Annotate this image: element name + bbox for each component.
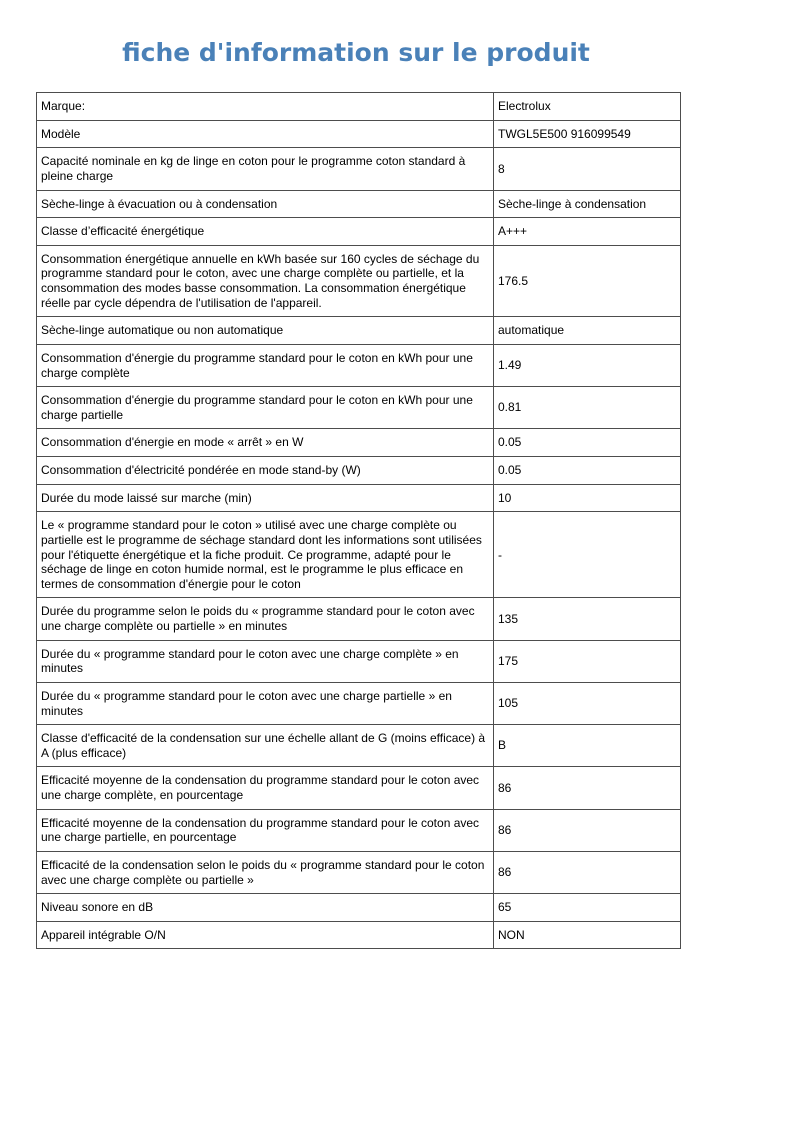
spec-label: Classe d’efficacité énergétique — [37, 218, 494, 246]
spec-value: automatique — [494, 317, 681, 345]
spec-value: 86 — [494, 809, 681, 851]
table-row — [37, 894, 681, 922]
table-row — [37, 190, 681, 218]
spec-label: Consommation d'énergie du programme standard pour le coton en kWh pour une charge partielle — [37, 387, 494, 429]
spec-label: Consommation d'énergie du programme standard pour le coton en kWh pour une charge complète — [37, 344, 494, 386]
spec-value: - — [494, 512, 681, 598]
table-row — [37, 682, 681, 724]
spec-value: 176.5 — [494, 245, 681, 317]
table-row — [37, 512, 681, 598]
spec-value: 0.81 — [494, 387, 681, 429]
spec-value: B — [494, 725, 681, 767]
table-row — [37, 93, 681, 121]
spec-value: Electrolux — [494, 93, 681, 121]
table-row — [37, 344, 681, 386]
spec-label: Efficacité moyenne de la condensation du programme standard pour le coton avec une charge complète, en pourcentage — [37, 767, 494, 809]
table-row — [37, 387, 681, 429]
spec-value: 135 — [494, 598, 681, 640]
table-row — [37, 725, 681, 767]
spec-value: 8 — [494, 148, 681, 190]
table-row — [37, 809, 681, 851]
table-row — [37, 851, 681, 893]
spec-label: Le « programme standard pour le coton » utilisé avec une charge complète ou partielle est le programme de séchage standard dont les informations sont utilisées pour l'étiquette énergétique et la fiche produit. Ce programme, adapté pour le séchage de linge en coton humide normal, est le programme le plus efficace en termes de consommation d'énergie pour le coton — [37, 512, 494, 598]
page-title: fiche d'information sur le produit — [122, 38, 590, 67]
table-row — [37, 767, 681, 809]
table-row — [37, 120, 681, 148]
spec-label: Consommation d'énergie en mode « arrêt » en W — [37, 429, 494, 457]
table-row — [37, 598, 681, 640]
table-row — [37, 484, 681, 512]
table-row — [37, 640, 681, 682]
spec-label: Niveau sonore en dB — [37, 894, 494, 922]
table-row — [37, 245, 681, 317]
spec-label: Consommation énergétique annuelle en kWh basée sur 160 cycles de séchage du programme standard pour le coton, avec une charge complète ou partielle, et la consommation des modes basse consommation. La consommation énergétique réelle par cycle dépendra de l'utilisation de l'appareil. — [37, 245, 494, 317]
spec-label: Durée du mode laissé sur marche (min) — [37, 484, 494, 512]
spec-label: Modèle — [37, 120, 494, 148]
spec-label: Consommation d'électricité pondérée en mode stand-by (W) — [37, 457, 494, 485]
spec-value: 175 — [494, 640, 681, 682]
spec-label: Capacité nominale en kg de linge en coton pour le programme coton standard à pleine charge — [37, 148, 494, 190]
spec-label: Durée du « programme standard pour le coton avec une charge complète » en minutes — [37, 640, 494, 682]
spec-value: 0.05 — [494, 457, 681, 485]
spec-label: Durée du « programme standard pour le coton avec une charge partielle » en minutes — [37, 682, 494, 724]
spec-value: 10 — [494, 484, 681, 512]
spec-value: TWGL5E500 916099549 — [494, 120, 681, 148]
spec-label: Classe d'efficacité de la condensation sur une échelle allant de G (moins efficace) à A (plus efficace) — [37, 725, 494, 767]
table-row — [37, 429, 681, 457]
spec-label: Efficacité de la condensation selon le poids du « programme standard pour le coton avec une charge complète ou partielle » — [37, 851, 494, 893]
table-row — [37, 148, 681, 190]
table-row — [37, 317, 681, 345]
spec-label: Sèche-linge automatique ou non automatique — [37, 317, 494, 345]
spec-value: 65 — [494, 894, 681, 922]
spec-label: Appareil intégrable O/N — [37, 921, 494, 949]
spec-value: 105 — [494, 682, 681, 724]
spec-value: 86 — [494, 851, 681, 893]
product-spec-table — [36, 92, 681, 949]
table-row — [37, 457, 681, 485]
spec-label: Durée du programme selon le poids du « programme standard pour le coton avec une charge complète ou partielle » en minutes — [37, 598, 494, 640]
spec-value: 0.05 — [494, 429, 681, 457]
spec-value: 1.49 — [494, 344, 681, 386]
spec-value: NON — [494, 921, 681, 949]
spec-value: Sèche-linge à condensation — [494, 190, 681, 218]
spec-label: Sèche-linge à évacuation ou à condensation — [37, 190, 494, 218]
table-row — [37, 218, 681, 246]
table-row — [37, 921, 681, 949]
spec-label: Marque: — [37, 93, 494, 121]
spec-value: 86 — [494, 767, 681, 809]
spec-value: A+++ — [494, 218, 681, 246]
spec-label: Efficacité moyenne de la condensation du programme standard pour le coton avec une charge partielle, en pourcentage — [37, 809, 494, 851]
